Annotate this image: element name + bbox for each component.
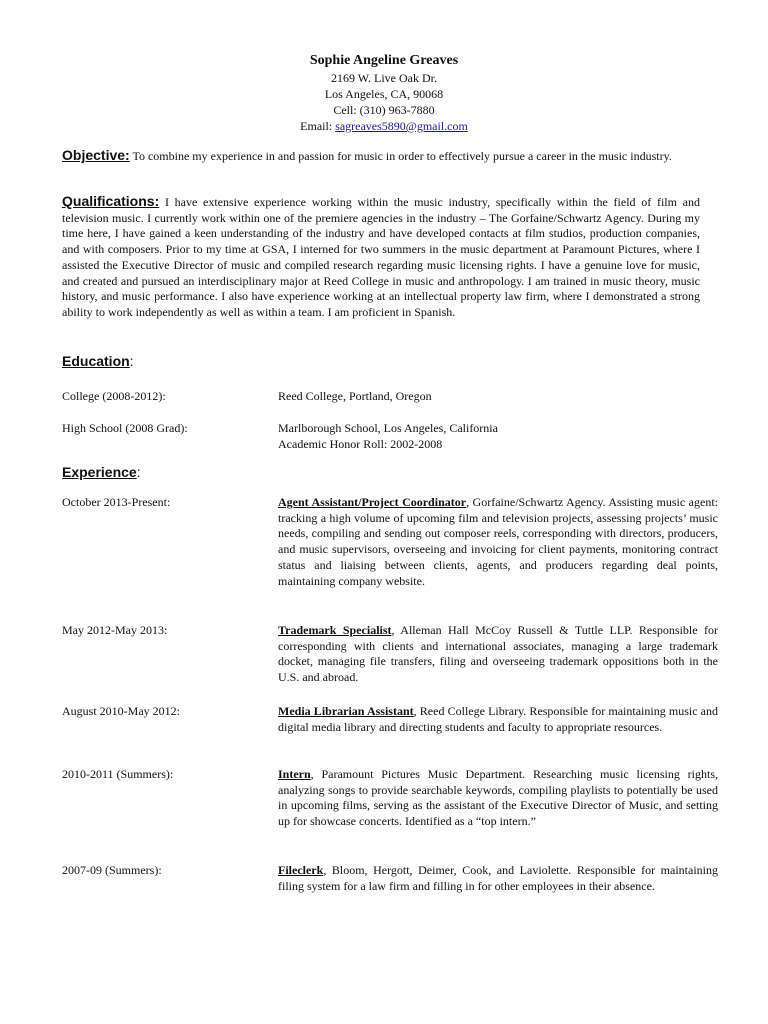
experience-title: Experience [62, 464, 137, 480]
job-title: Agent Assistant/Project Coordinator [278, 495, 467, 509]
objective-text: To combine my experience in and passion for music in order to effectively pursue a career in the music industry. [129, 149, 672, 163]
education-school: Marlborough School, Los Angeles, California [278, 421, 498, 435]
experience-colon: : [136, 464, 141, 480]
education-school: Reed College, Portland, Oregon [278, 389, 432, 403]
experience-date: 2010-2011 (Summers): [62, 767, 174, 781]
education-date: College (2008-2012): [62, 389, 166, 403]
job-title: Fileclerk [278, 863, 324, 877]
objective-heading: Objective: [62, 147, 130, 163]
phone-line: Cell: (310) 963-7880 [333, 103, 435, 117]
applicant-name: Sophie Angeline Greaves [309, 53, 459, 68]
email-line [0, 118, 768, 134]
experience-date: August 2010-May 2012: [62, 704, 180, 718]
education-detail [278, 389, 718, 405]
address-line-2: Los Angeles, CA, 90068 [324, 87, 444, 101]
job-detail: , Alleman Hall McCoy Russell & Tuttle LLP. Responsible for corresponding with clients and international associates, managing a large trademark docket, managing file transfers, filing and overseeing trademark oppositions both in the U.S. and abroad. [278, 623, 718, 685]
experience-description [278, 704, 718, 735]
job-detail: , Gorfaine/Schwartz Agency. Assisting music agent: tracking a high volume of upcoming film and television projects, assessing projects’ music needs, compiling and sending out composer reels, corresponding with directors, producers, and music supervisors, overseeing and invoicing for client payments, monitoring contract status and liaising between clients, agents, and producers regarding deal points, maintaining company website. [278, 495, 718, 588]
experience-date: 2007-09 (Summers): [62, 863, 162, 877]
qualifications-section [62, 194, 700, 321]
experience-date: May 2012-May 2013: [62, 623, 168, 637]
contact-header [0, 52, 768, 134]
education-detail [278, 421, 718, 452]
experience-heading [62, 464, 141, 480]
education-title: Education [62, 353, 130, 369]
experience-description [278, 767, 718, 830]
email-label: Email: [300, 119, 336, 133]
job-title: Intern [278, 767, 311, 781]
email-link[interactable]: sagreaves5890@gmail.com [335, 119, 468, 133]
experience-description [278, 863, 718, 894]
job-detail: , Reed College Library. Responsible for maintaining music and digital media library and directing students and faculty to appropriate resources. [278, 704, 718, 734]
experience-date: October 2013-Present: [62, 495, 171, 509]
address-line-1: 2169 W. Live Oak Dr. [331, 71, 437, 85]
qualifications-text: I have extensive experience working within the music industry, specifically within the field of film and television music. I currently work within one of the premiere agencies in the industry – The Gorfaine/Schwartz Agency. During my time here, I have gained a keen understanding of the industry and have developed contacts at film studios, production companies, and with composers. Prior to my time at GSA, I interned for two summers in the music department at Paramount Pictures, where I assisted the Executive Director of music and compiled research regarding music licensing rights. I have a genuine love for music, and created and pursued an interdisciplinary major at Reed College in music and anthropology. I am trained in music theory, music history, and music performance. I also have experience working at an intellectual property law firm, where I demonstrated a strong ability to work independently as well as within a team. I am proficient in Spanish. [62, 195, 700, 319]
education-date: High School (2008 Grad): [62, 421, 188, 435]
experience-description [278, 495, 718, 589]
job-detail: , Paramount Pictures Music Department. Researching music licensing rights, analyzing songs to provide searchable keywords, compiling playlists to potentially be used in upcoming films, serving as the assistant of the Executive Director of Music, and setting up for showcase concerts. Identified as a “top intern.” [278, 767, 718, 829]
education-honor: Academic Honor Roll: 2002-2008 [278, 436, 443, 451]
education-heading [62, 353, 134, 369]
education-colon: : [129, 353, 134, 369]
experience-description [278, 623, 718, 686]
job-title: Media Librarian Assistant [278, 704, 414, 718]
job-detail: , Bloom, Hergott, Deimer, Cook, and Laviolette. Responsible for maintaining filing system for a law firm and filling in for other employees in their absence. [278, 863, 718, 893]
objective-section [62, 148, 700, 165]
qualifications-heading: Qualifications: [62, 193, 160, 209]
job-title: Trademark Specialist [278, 623, 392, 637]
